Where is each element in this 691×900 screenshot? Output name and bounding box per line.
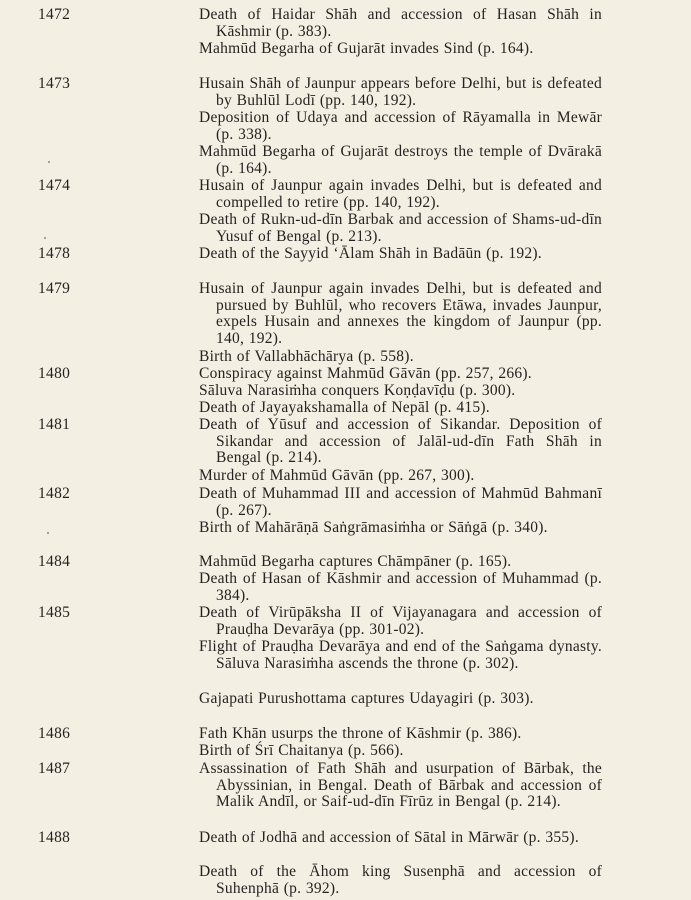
- entry-haidar-shah: Death of Haidar Shāh and accession of Hasan Shāh in Kāshmir (p. 383).: [199, 6, 602, 40]
- year-1473: 1473: [38, 75, 71, 92]
- year-1488: 1488: [38, 829, 71, 846]
- entry-gavan-murder: Murder of Mahmūd Gāvān (pp. 267, 300).: [199, 467, 475, 484]
- entry-jaunpur-annexed: Husain of Jaunpur again invades Delhi, but is defeated and pursued by Buhlūl, who recovers Etāwa, invades Jaunpur, expels Husain and annexes the kingdom of Jaunpur (pp. 140, 192).: [199, 280, 602, 347]
- entry-udayagiri: Gajapati Purushottama captures Udayagiri (p. 303).: [199, 690, 534, 707]
- entry-jayayakshamalla: Death of Jayayakshamalla of Nepāl (p. 415).: [199, 399, 490, 416]
- year-1480: 1480: [38, 365, 71, 382]
- entry-virupaksha: Death of Virūpāksha II of Vijayanagara and accession of Prauḍha Devarāya (pp. 301-02).: [199, 604, 602, 638]
- margin-speck: [47, 532, 49, 534]
- year-1479: 1479: [38, 280, 71, 297]
- year-1481: 1481: [38, 416, 71, 433]
- entry-fath-khan: Fath Khān usurps the throne of Kāshmir (p. 386).: [199, 725, 522, 742]
- margin-speck: [48, 161, 50, 163]
- year-1474: 1474: [38, 177, 71, 194]
- entry-jodha: Death of Jodhā and accession of Sātal in Mārwār (p. 355).: [199, 829, 579, 846]
- year-1486: 1486: [38, 725, 71, 742]
- entry-fath-shah: Assassination of Fath Shāh and usurpation of Bārbak, the Abyssinian, in Bengal. Death of Bārbak and accession of Malik Andīl, or Saif-ud-dīn Fīrūz in Bengal (p. 214).: [199, 760, 602, 810]
- entry-husain-retire: Husain of Jaunpur again invades Delhi, but is defeated and compelled to retire (pp. 140, 192).: [199, 177, 602, 211]
- entry-begarha-sind: Mahmūd Begarha of Gujarāt invades Sind (p. 164).: [199, 40, 534, 57]
- entry-rukn-ud-din: Death of Rukn-ud-dīn Barbak and accession of Shams-ud-dīn Yusuf of Bengal (p. 213).: [199, 211, 602, 245]
- entry-sanga-birth: Birth of Mahārāṇā Saṅgrāmasiṁha or Sāṅgā (p. 340).: [199, 519, 548, 536]
- year-1482: 1482: [38, 485, 71, 502]
- entry-hasan-kashmir: Death of Hasan of Kāshmir and accession of Muhammad (p. 384).: [199, 570, 602, 604]
- entry-vallabhacharya: Birth of Vallabhāchārya (p. 558).: [199, 348, 414, 365]
- entry-kondavidu: Sāluva Narasiṁha conquers Koṇḍavīḍu (p. 300).: [199, 382, 516, 399]
- year-1485: 1485: [38, 604, 71, 621]
- entry-chaitanya-birth: Birth of Śrī Chaitanya (p. 566).: [199, 742, 404, 759]
- entry-gavan-conspiracy: Conspiracy against Mahmūd Gāvān (pp. 257, 266).: [199, 365, 532, 382]
- entry-champaner: Mahmūd Begarha captures Chāmpāner (p. 165).: [199, 553, 512, 570]
- entry-alam-shah: Death of the Sayyid ‘Ālam Shāh in Badāūn (p. 192).: [199, 245, 542, 262]
- year-1487: 1487: [38, 760, 71, 777]
- entry-husain-delhi: Husain Shāh of Jaunpur appears before Delhi, but is defeated by Buhlūl Lodī (pp. 140, 192).: [199, 75, 602, 109]
- year-1484: 1484: [38, 553, 71, 570]
- entry-susenpha: Death of the Āhom king Susenphā and accession of Suhenphā (p. 392).: [199, 863, 602, 897]
- entry-muhammad-iii: Death of Muhammad III and accession of Mahmūd Bahmanī (p. 267).: [199, 485, 602, 519]
- year-1478: 1478: [38, 245, 71, 262]
- year-1472: 1472: [38, 6, 71, 23]
- entry-yusuf-sikandar: Death of Yūsuf and accession of Sikandar. Deposition of Sikandar and accession of Jalāl-ud-dīn Fath Shāh in Bengal (p. 214).: [199, 416, 602, 466]
- entry-udaya-deposition: Deposition of Udaya and accession of Rāyamalla in Mewār (p. 338).: [199, 109, 602, 143]
- entry-dvaraka-temple: Mahmūd Begarha of Gujarāt destroys the temple of Dvārakā (p. 164).: [199, 143, 602, 177]
- margin-speck: [44, 237, 46, 239]
- entry-sangama-end: Flight of Prauḍha Devarāya and end of the Saṅgama dynasty. Sāluva Narasiṁha ascends the throne (p. 302).: [199, 638, 602, 672]
